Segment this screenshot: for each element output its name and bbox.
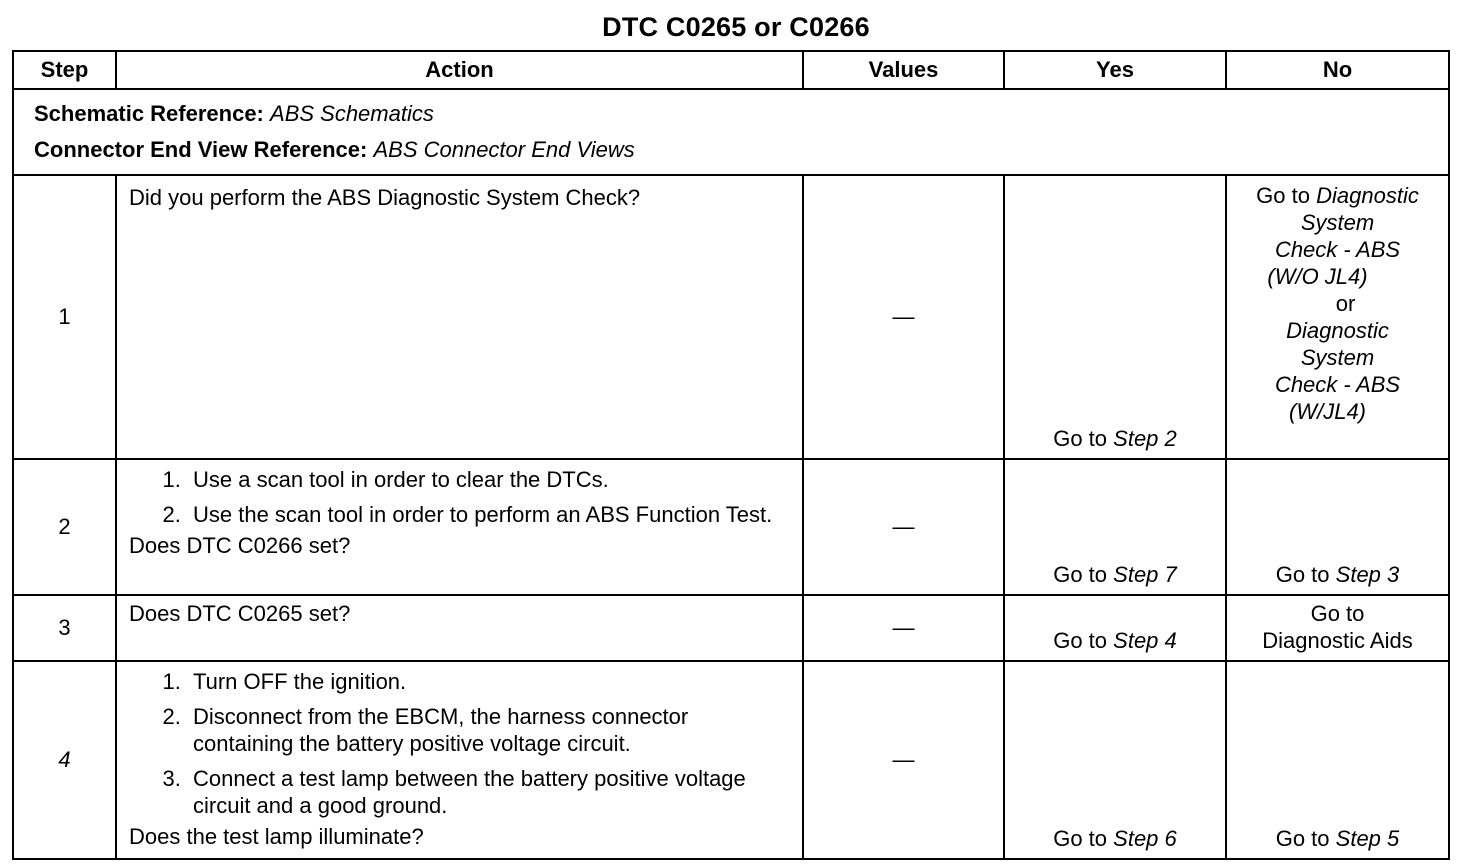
values-header: Values [803, 51, 1004, 89]
step-number: 4 [13, 661, 116, 859]
step-number: 1 [13, 175, 116, 459]
step-number: 3 [13, 595, 116, 661]
or-label: or [1335, 291, 1356, 316]
step-value: — [803, 175, 1004, 459]
go-to-label: Go to [1275, 562, 1330, 587]
yes-action[interactable] [1004, 175, 1226, 459]
go-to-label: Go to [1275, 826, 1330, 851]
yes-action[interactable] [1004, 459, 1226, 595]
connector-reference-link[interactable]: ABS Connector End Views [373, 137, 635, 162]
no-link-part[interactable]: System [1300, 345, 1375, 370]
yes-header: Yes [1004, 51, 1226, 89]
table-row [13, 595, 1449, 661]
yes-action[interactable] [1004, 661, 1226, 859]
no-action[interactable] [1226, 459, 1449, 595]
step-instructions [129, 466, 792, 528]
table-row [13, 459, 1449, 595]
yes-step-link[interactable]: Step 4 [1113, 628, 1177, 653]
table-row [13, 661, 1449, 859]
go-to-label: Go to [1256, 183, 1310, 208]
step-question: Did you perform the ABS Diagnostic System Check? [129, 185, 641, 210]
no-link-part[interactable]: (W/JL4) [1289, 399, 1366, 424]
step-number: 2 [13, 459, 116, 595]
no-link-part[interactable]: Diagnostic [1286, 318, 1389, 343]
schematic-reference-label: Schematic Reference: [34, 101, 264, 126]
step-question: Does the test lamp illuminate? [129, 824, 424, 849]
step-value: — [803, 459, 1004, 595]
go-to-label: Go to [1053, 562, 1108, 587]
instruction-item: 2. Use the scan tool in order to perform an ABS Function Test. [187, 501, 792, 528]
no-action[interactable] [1226, 175, 1449, 459]
schematic-reference [34, 96, 1428, 132]
instruction-item: 2. Disconnect from the EBCM, the harness connector containing the battery positive voltage circuit. [187, 703, 792, 757]
table-row [13, 175, 1449, 459]
go-to-label: Go to [1053, 628, 1108, 653]
go-to-label: Go to [1310, 601, 1365, 626]
no-link-part[interactable]: Diagnostic [1316, 183, 1419, 208]
yes-step-link[interactable]: Step 7 [1113, 562, 1177, 587]
yes-step-link[interactable]: Step 6 [1113, 826, 1177, 851]
schematic-reference-link[interactable]: ABS Schematics [270, 101, 434, 126]
reference-row [13, 89, 1449, 175]
instruction-item: 1. Use a scan tool in order to clear the DTCs. [187, 466, 792, 493]
no-link-part[interactable]: Check - ABS [1274, 237, 1401, 262]
no-link-part[interactable]: Check - ABS [1274, 372, 1401, 397]
no-action[interactable] [1226, 661, 1449, 859]
go-to-label: Go to [1053, 426, 1108, 451]
no-header: No [1226, 51, 1449, 89]
go-to-label: Go to [1053, 826, 1108, 851]
action-header: Action [116, 51, 803, 89]
step-value: — [803, 661, 1004, 859]
diagnostic-table [12, 50, 1450, 860]
no-link-part[interactable]: System [1300, 210, 1375, 235]
yes-action[interactable] [1004, 595, 1226, 661]
no-action[interactable] [1226, 595, 1449, 661]
connector-reference-label: Connector End View Reference: [34, 137, 368, 162]
header-row [13, 51, 1449, 89]
no-step-link[interactable]: Step 3 [1335, 562, 1400, 587]
connector-reference [34, 132, 1428, 168]
page-title: DTC C0265 or C0266 [602, 12, 870, 42]
instruction-item: 1. Turn OFF the ignition. [187, 668, 792, 695]
no-link-part[interactable]: (W/O JL4) [1267, 264, 1368, 289]
step-question: Does DTC C0265 set? [129, 601, 351, 626]
step-instructions [129, 668, 792, 819]
diagnostic-aids-link[interactable]: Diagnostic Aids [1262, 628, 1413, 653]
no-step-link[interactable]: Step 5 [1335, 826, 1400, 851]
step-header: Step [13, 51, 116, 89]
step-question: Does DTC C0266 set? [129, 533, 351, 558]
step-value: — [803, 595, 1004, 661]
instruction-item: 3. Connect a test lamp between the battery positive voltage circuit and a good ground. [187, 765, 792, 819]
yes-step-link[interactable]: Step 2 [1113, 426, 1177, 451]
